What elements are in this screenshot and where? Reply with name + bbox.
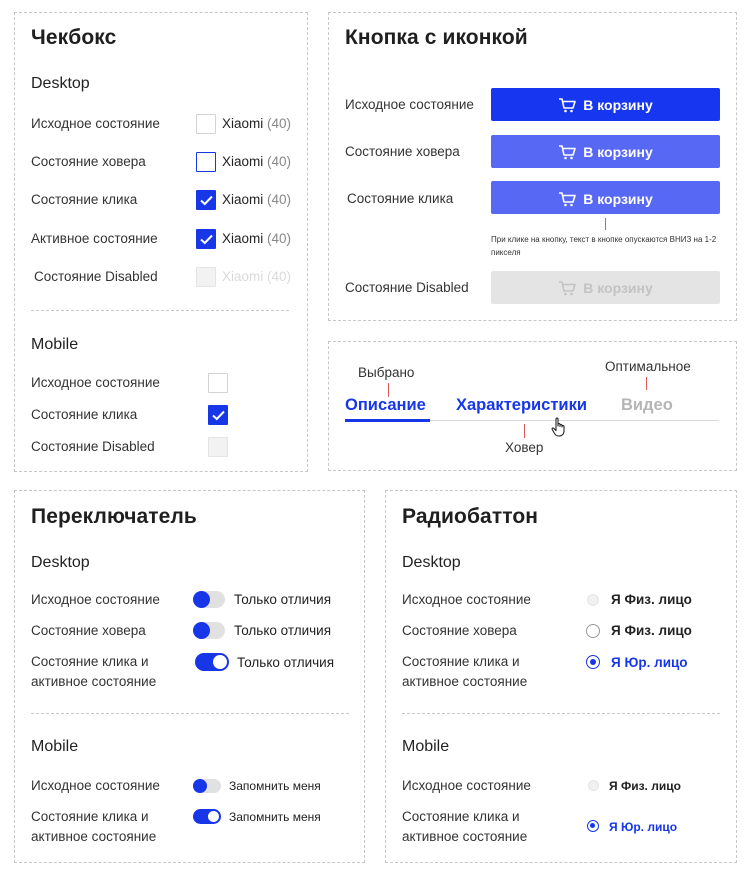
checkbox-item-name: Xiaomi [222, 154, 264, 169]
annotation-line [524, 424, 525, 438]
checkbox-row-label: Исходное состояние [31, 116, 160, 131]
radio-text: Я Физ. лицо [611, 623, 692, 638]
icon-button-row-label: Исходное состояние [345, 97, 474, 112]
toggle-knob [193, 622, 210, 639]
add-to-cart-button-disabled [491, 271, 720, 304]
checkbox-option[interactable] [222, 116, 291, 131]
icon-button-row-label: Состояние клика [347, 191, 454, 206]
radio-desktop-title: Desktop [402, 554, 461, 571]
toggle-divider [31, 713, 349, 714]
radio-mobile-row-label: Исходное состояние [402, 778, 531, 793]
checkbox-option[interactable] [222, 231, 291, 246]
radio-mobile-default[interactable] [588, 780, 599, 791]
checkbox-item-name: Xiaomi [222, 192, 264, 207]
toggle-text: Запомнить меня [229, 779, 321, 793]
checkbox-hover[interactable] [196, 152, 216, 172]
checkbox-option[interactable] [222, 154, 291, 169]
toggle-mobile-active[interactable] [193, 809, 221, 824]
checkbox-item-name: Xiaomi [222, 116, 264, 131]
radio-row-label: Исходное состояние [402, 592, 531, 607]
radio-divider [402, 713, 720, 714]
toggle-knob [208, 811, 219, 822]
checkbox-option-disabled [222, 269, 291, 284]
checkbox-clicked[interactable] [196, 190, 216, 210]
cart-icon [558, 144, 576, 160]
annotation-hover: Ховер [505, 440, 544, 455]
checkbox-row-label: Состояние ховера [31, 154, 146, 169]
cart-icon [558, 97, 576, 113]
radio-dot [590, 823, 595, 828]
checkbox-row-label: Состояние Disabled [34, 269, 158, 284]
radio-default[interactable] [587, 594, 599, 606]
icon-button-title: Кнопка с иконкой [345, 26, 528, 49]
check-icon [212, 410, 225, 421]
checkbox-item-count: (40) [267, 154, 292, 169]
annotation-selected: Выбрано [358, 365, 415, 380]
checkbox-item-count: (40) [267, 192, 292, 207]
toggle-text: Только отличия [237, 655, 335, 670]
toggle-active[interactable] [195, 653, 229, 671]
radio-text: Я Физ. лицо [611, 592, 692, 607]
icon-button-row-label: Состояние ховера [345, 144, 460, 159]
tab-selected-indicator [345, 419, 430, 422]
checkbox-mobile-row-label: Исходное состояние [31, 375, 160, 390]
check-icon [200, 195, 213, 206]
checkbox-item-name: Xiaomi [222, 269, 264, 284]
radio-dot [590, 659, 596, 665]
toggle-text: Запомнить меня [229, 810, 321, 824]
button-label: В корзину [583, 279, 653, 296]
check-icon [200, 234, 213, 245]
toggle-knob [193, 591, 210, 608]
checkbox-row-label: Активное состояние [31, 231, 158, 246]
toggle-knob [213, 655, 227, 669]
checkbox-item-count: (40) [267, 269, 292, 284]
toggle-row-label: Состояние клика и активное состояние [31, 654, 157, 689]
checkbox-desktop-title: Desktop [31, 75, 90, 92]
checkbox-mobile-default[interactable] [208, 373, 228, 393]
toggle-mobile-row-label: Исходное состояние [31, 778, 160, 793]
radio-row-label: Состояние клика и активное состояние [402, 654, 528, 689]
radio-mobile-row-label: Состояние клика и активное состояние [402, 809, 528, 844]
tab-description[interactable]: Описание [345, 396, 426, 414]
annotation-optimal: Оптимальное [605, 359, 691, 374]
cart-icon [558, 191, 576, 207]
toggle-mobile-row-label: Состояние клика и активное состояние [31, 809, 157, 844]
checkbox-mobile-row-label: Состояние Disabled [31, 439, 155, 454]
checkbox-mobile-row-label: Состояние клика [31, 407, 138, 422]
toggle-mobile-title: Mobile [31, 738, 79, 755]
checkbox-mobile-disabled [208, 437, 228, 457]
icon-button-row-label: Состояние Disabled [345, 280, 469, 295]
toggle-hover[interactable] [193, 622, 225, 639]
checkbox-active[interactable] [196, 229, 216, 249]
checkbox-item-name: Xiaomi [222, 231, 264, 246]
radio-text: Я Физ. лицо [609, 779, 681, 793]
checkbox-option[interactable] [222, 192, 291, 207]
toggle-text: Только отличия [234, 623, 332, 638]
radio-row-label: Состояние ховера [402, 623, 517, 638]
add-to-cart-button-clicked[interactable] [491, 181, 720, 214]
radio-text: Я Юр. лицо [609, 820, 678, 834]
annotation-line [646, 377, 647, 390]
add-to-cart-button-default[interactable] [491, 88, 720, 121]
radio-title: Радиобаттон [402, 505, 539, 528]
tab-video[interactable]: Видео [621, 396, 673, 414]
hand-pointer-icon [551, 417, 568, 437]
radio-hover[interactable] [586, 624, 600, 638]
button-label: В корзину [583, 190, 653, 207]
toggle-row-label: Исходное состояние [31, 592, 160, 607]
toggle-text: Только отличия [234, 592, 332, 607]
toggle-title: Переключатель [31, 505, 197, 528]
radio-active[interactable] [586, 655, 600, 669]
add-to-cart-button-hover[interactable] [491, 135, 720, 168]
cart-icon [558, 280, 576, 296]
button-label: В корзину [583, 143, 653, 160]
button-label: В корзину [583, 96, 653, 113]
toggle-desktop-title: Desktop [31, 554, 90, 571]
checkbox-disabled [196, 267, 216, 287]
checkbox-divider [31, 310, 289, 311]
toggle-knob [193, 779, 207, 793]
annotation-line [388, 383, 389, 397]
radio-mobile-active[interactable] [587, 820, 599, 832]
checkbox-mobile-clicked[interactable] [208, 405, 228, 425]
checkbox-item-count: (40) [267, 231, 292, 246]
checkbox-row-label: Состояние клика [31, 192, 138, 207]
radio-mobile-title: Mobile [402, 738, 450, 755]
checkbox-title: Чекбокс [31, 26, 117, 49]
toggle-mobile-default[interactable] [193, 779, 221, 793]
toggle-row-label: Состояние ховера [31, 623, 146, 638]
toggle-default[interactable] [193, 591, 225, 608]
annotation-line [605, 218, 606, 230]
checkbox-mobile-title: Mobile [31, 336, 79, 353]
radio-text: Я Юр. лицо [611, 655, 688, 670]
click-note: При клике на кнопку, текст в кнопке опускаются ВНИЗ на 1-2 пикселя [491, 235, 717, 257]
checkbox-item-count: (40) [267, 116, 292, 131]
tab-characteristics[interactable]: Характеристики [456, 396, 587, 414]
checkbox-default[interactable] [196, 114, 216, 134]
